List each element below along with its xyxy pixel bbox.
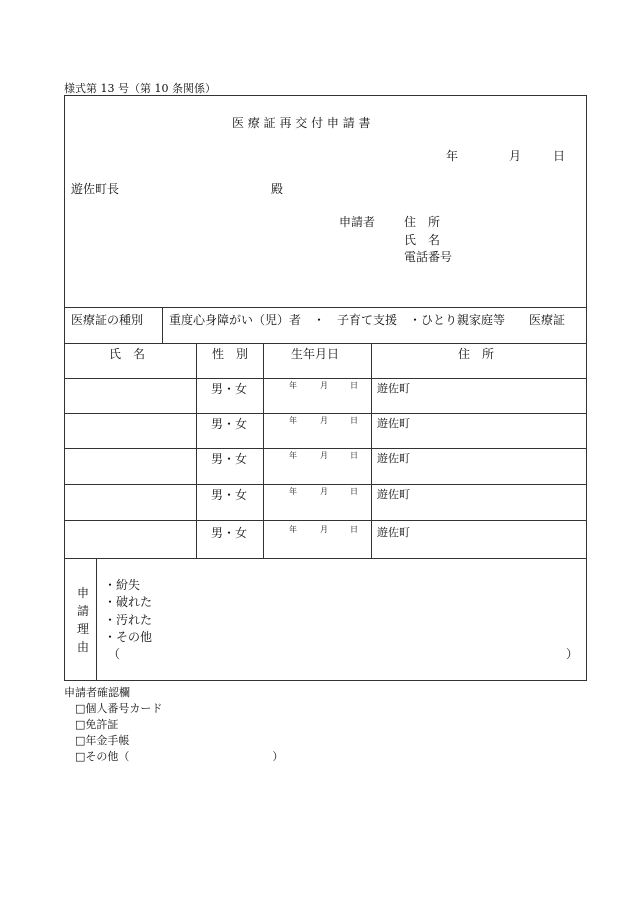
- reason-label-char: 由: [77, 640, 90, 654]
- divider: [64, 343, 587, 344]
- table-row-address: 遊佐町: [377, 382, 410, 395]
- reason-paren-close: ）: [566, 647, 579, 661]
- table-row-birth-month: 月: [320, 451, 328, 460]
- applicant-phone-label: 電話番号: [404, 250, 453, 264]
- applicant-address-label: 住 所: [404, 215, 441, 229]
- divider: [64, 413, 587, 414]
- divider: [263, 343, 264, 558]
- divider: [64, 520, 587, 521]
- confirmation-title: 申請者確認欄: [64, 686, 130, 699]
- divider: [371, 343, 372, 558]
- applicant-label: 申請者: [339, 215, 376, 229]
- table-row-birth-year: 年: [289, 451, 297, 460]
- column-header-sex: 性 別: [212, 347, 249, 361]
- reason-label-char: 申: [77, 586, 90, 600]
- divider: [96, 558, 97, 681]
- table-row-sex: 男・女: [211, 452, 248, 466]
- table-row-birth-month: 月: [320, 416, 328, 425]
- table-row-address: 遊佐町: [377, 526, 410, 539]
- confirmation-item: □免許証: [75, 718, 119, 731]
- date-month-label: 月: [509, 149, 522, 163]
- table-row-birth-day: 日: [350, 451, 358, 460]
- table-row-birth-year: 年: [289, 525, 297, 534]
- table-row-sex: 男・女: [211, 488, 248, 502]
- column-header-address: 住 所: [458, 347, 495, 361]
- divider: [64, 448, 587, 449]
- page-title: 医 療 証 再 交 付 申 請 書: [232, 116, 371, 130]
- form-number: 様式第 13 号（第 10 条関係）: [64, 82, 216, 95]
- confirmation-item: □その他（ ）: [75, 750, 284, 763]
- confirmation-item: □年金手帳: [75, 734, 130, 747]
- column-header-name: 氏 名: [109, 347, 146, 361]
- divider: [64, 484, 587, 485]
- confirmation-item: □個人番号カード: [75, 702, 163, 715]
- table-row-sex: 男・女: [211, 526, 248, 540]
- table-row-birth-day: 日: [350, 416, 358, 425]
- table-row-birth-year: 年: [289, 416, 297, 425]
- divider: [64, 378, 587, 379]
- addressee: 遊佐町長: [71, 182, 120, 196]
- table-row-address: 遊佐町: [377, 488, 410, 501]
- column-header-birthdate: 生年月日: [291, 347, 340, 361]
- divider: [64, 307, 587, 308]
- table-row-address: 遊佐町: [377, 452, 410, 465]
- table-row-birth-day: 日: [350, 525, 358, 534]
- reason-item: ・汚れた: [104, 613, 153, 627]
- reason-label-char: 請: [77, 604, 90, 618]
- reason-label-char: 理: [77, 622, 90, 636]
- table-row-birth-month: 月: [320, 525, 328, 534]
- honorific: 殿: [271, 182, 284, 196]
- applicant-name-label: 氏 名: [404, 233, 441, 247]
- table-row-birth-year: 年: [289, 381, 297, 390]
- table-row-birth-month: 月: [320, 381, 328, 390]
- certificate-type-options: 重度心身障がい（児）者 ・ 子育て支援 ・ひとり親家庭等 医療証: [169, 313, 566, 327]
- divider: [64, 558, 587, 559]
- reason-item: ・破れた: [104, 595, 153, 609]
- date-day-label: 日: [553, 149, 566, 163]
- reason-item: ・その他: [104, 630, 153, 644]
- table-row-birth-year: 年: [289, 487, 297, 496]
- certificate-type-label: 医療証の種別: [71, 313, 144, 327]
- reason-paren-open: （: [108, 647, 121, 661]
- table-row-birth-month: 月: [320, 487, 328, 496]
- date-year-label: 年: [446, 149, 459, 163]
- divider: [162, 307, 163, 343]
- table-row-sex: 男・女: [211, 417, 248, 431]
- table-row-birth-day: 日: [350, 487, 358, 496]
- reason-item: ・紛失: [104, 578, 141, 592]
- divider: [196, 343, 197, 558]
- table-row-address: 遊佐町: [377, 417, 410, 430]
- table-row-sex: 男・女: [211, 382, 248, 396]
- table-row-birth-day: 日: [350, 381, 358, 390]
